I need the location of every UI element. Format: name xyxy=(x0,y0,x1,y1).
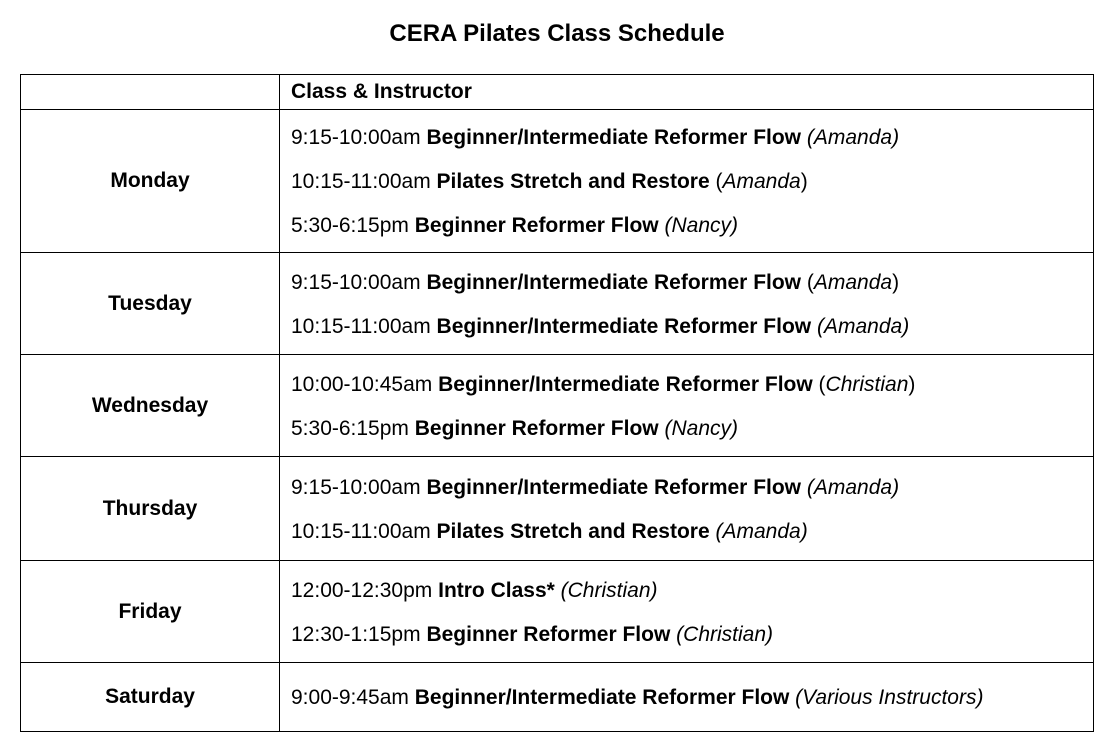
instructor-open-paren: ( xyxy=(554,578,568,602)
day-cell-thursday: Thursday xyxy=(21,457,280,561)
schedule-table xyxy=(20,74,1094,732)
instructor-name: Amanda xyxy=(823,314,903,338)
class-time: 12:30-1:15pm xyxy=(291,622,427,646)
instructor-name: Nancy xyxy=(671,214,731,237)
instructor-name: Amanda xyxy=(813,270,893,294)
class-cell xyxy=(280,561,1094,663)
day-cell-wednesday: Wednesday xyxy=(21,355,280,457)
class-entry xyxy=(291,305,1093,349)
table-header-class-instructor: Class & Instructor xyxy=(280,75,1094,110)
table-row xyxy=(21,561,1094,663)
class-entry xyxy=(291,676,1093,720)
class-entry xyxy=(291,261,1093,305)
schedule-body xyxy=(21,110,1094,732)
instructor-close-paren: ) xyxy=(908,372,916,396)
instructor-open-paren: ( xyxy=(806,270,814,294)
class-time: 9:15-10:00am xyxy=(291,126,427,149)
class-time: 10:15-11:00am xyxy=(291,314,437,338)
instructor-name: Christian xyxy=(567,578,651,602)
class-name: Pilates Stretch and Restore xyxy=(436,519,710,543)
instructor-close-paren: ) xyxy=(731,214,738,237)
class-cell xyxy=(280,355,1094,457)
instructor-name: Christian xyxy=(683,622,767,646)
class-name: Intro Class* xyxy=(438,578,555,602)
instructor-open-paren: ( xyxy=(715,170,723,193)
instructor-close-paren: ) xyxy=(976,686,984,709)
class-time: 5:30-6:15pm xyxy=(291,416,415,440)
class-cell xyxy=(280,110,1094,253)
instructor-open-paren: ( xyxy=(806,126,814,149)
instructor-close-paren: ) xyxy=(892,126,900,149)
day-cell-friday: Friday xyxy=(21,561,280,663)
class-cell xyxy=(280,253,1094,355)
class-time: 9:15-10:00am xyxy=(291,270,427,294)
class-name: Beginner/Intermediate Reformer Flow xyxy=(414,686,790,709)
class-name: Beginner/Intermediate Reformer Flow xyxy=(426,475,802,499)
day-cell-saturday: Saturday xyxy=(21,663,280,732)
class-entry xyxy=(291,510,1093,554)
class-name: Beginner/Intermediate Reformer Flow xyxy=(426,126,802,149)
class-time: 9:00-9:45am xyxy=(291,686,415,709)
class-name: Beginner Reformer Flow xyxy=(414,416,659,440)
instructor-close-paren: ) xyxy=(650,578,658,602)
instructor-name: Amanda xyxy=(722,519,801,543)
class-name: Beginner Reformer Flow xyxy=(426,622,671,646)
instructor-close-paren: ) xyxy=(892,475,900,499)
instructor-open-paren: ( xyxy=(795,686,803,709)
class-entry xyxy=(291,116,1093,160)
class-time: 10:15-11:00am xyxy=(291,170,437,193)
class-entry xyxy=(291,160,1093,204)
instructor-open-paren: ( xyxy=(715,519,723,543)
class-name: Beginner/Intermediate Reformer Flow xyxy=(436,314,812,338)
table-row xyxy=(21,457,1094,561)
instructor-close-paren: ) xyxy=(766,622,774,646)
table-row xyxy=(21,355,1094,457)
class-entry xyxy=(291,363,1093,407)
class-time: 5:30-6:15pm xyxy=(291,214,415,237)
instructor-name: Nancy xyxy=(671,416,731,440)
class-name: Pilates Stretch and Restore xyxy=(436,170,710,193)
class-cell xyxy=(280,457,1094,561)
table-header-row xyxy=(21,75,1094,110)
class-entry xyxy=(291,407,1093,451)
table-header-day xyxy=(21,75,280,110)
page-title: CERA Pilates Class Schedule xyxy=(389,20,725,47)
class-name: Beginner Reformer Flow xyxy=(414,214,659,237)
instructor-close-paren: ) xyxy=(800,519,808,543)
instructor-open-paren: ( xyxy=(676,622,684,646)
instructor-close-paren: ) xyxy=(731,416,738,440)
class-time: 9:15-10:00am xyxy=(291,475,427,499)
instructor-open-paren: ( xyxy=(806,475,814,499)
day-cell-tuesday: Tuesday xyxy=(21,253,280,355)
day-cell-monday: Monday xyxy=(21,110,280,253)
instructor-open-paren: ( xyxy=(664,416,672,440)
class-time: 12:00-12:30pm xyxy=(291,578,439,602)
instructor-open-paren: ( xyxy=(816,314,824,338)
class-time: 10:15-11:00am xyxy=(291,519,437,543)
instructor-name: Various Instructors xyxy=(802,686,977,709)
instructor-open-paren: ( xyxy=(818,372,826,396)
instructor-name: Amanda xyxy=(722,170,801,193)
instructor-close-paren: ) xyxy=(800,170,808,193)
class-name: Beginner/Intermediate Reformer Flow xyxy=(426,270,802,294)
instructor-name: Christian xyxy=(825,372,909,396)
class-entry xyxy=(291,569,1093,613)
class-name: Beginner/Intermediate Reformer Flow xyxy=(438,372,813,396)
class-time: 10:00-10:45am xyxy=(291,372,439,396)
class-entry xyxy=(291,466,1093,510)
class-entry xyxy=(291,204,1093,248)
instructor-name: Amanda xyxy=(813,126,893,149)
class-cell xyxy=(280,663,1094,732)
instructor-close-paren: ) xyxy=(892,270,900,294)
class-entry xyxy=(291,613,1093,657)
table-row xyxy=(21,253,1094,355)
table-row xyxy=(21,663,1094,732)
instructor-open-paren: ( xyxy=(664,214,672,237)
instructor-name: Amanda xyxy=(813,475,893,499)
table-row xyxy=(21,110,1094,253)
instructor-close-paren: ) xyxy=(902,314,910,338)
